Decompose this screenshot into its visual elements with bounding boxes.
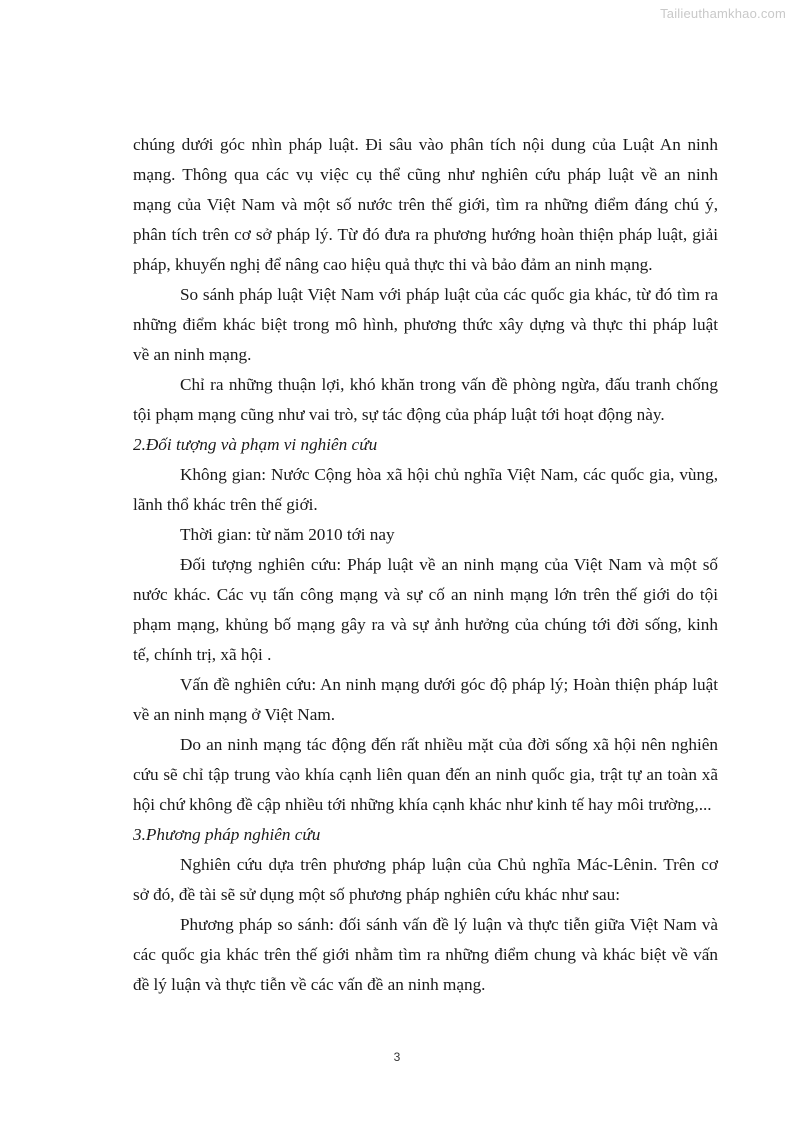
paragraph bbox=[133, 130, 718, 280]
paragraph-line: chúng dưới góc nhìn pháp luật. Đi sâu vào phân tích nội dung của Luật An ninh bbox=[133, 135, 718, 154]
paragraph-line: những điểm khác biệt trong mô hình, phương thức xây dựng và thực thi pháp luật bbox=[133, 315, 718, 334]
paragraph-line: về an ninh mạng ở Việt Nam. bbox=[133, 705, 336, 724]
section-heading: 3.Phương pháp nghiên cứu bbox=[133, 825, 321, 844]
paragraph bbox=[133, 520, 718, 550]
paragraph-line: Thời gian: từ năm 2010 tới nay bbox=[180, 525, 395, 544]
paragraph-line: cứu sẽ chỉ tập trung vào khía cạnh liên quan đến an ninh quốc gia, trật tự an toàn xã bbox=[133, 765, 718, 784]
watermark-text: Tailieuthamkhao.com bbox=[660, 6, 786, 21]
paragraph-line: Do an ninh mạng tác động đến rất nhiều mặt của đời sống xã hội nên nghiên bbox=[180, 735, 718, 754]
paragraph bbox=[133, 460, 718, 520]
paragraph-line: tế, chính trị, xã hội . bbox=[133, 645, 272, 664]
section-heading: 2.Đối tượng và phạm vi nghiên cứu bbox=[133, 435, 378, 454]
paragraph-line: về an ninh mạng. bbox=[133, 345, 252, 364]
paragraph-line: nước khác. Các vụ tấn công mạng và sự cố an ninh mạng lớn trên thế giới do tội bbox=[133, 585, 718, 604]
paragraph-line: So sánh pháp luật Việt Nam với pháp luật của các quốc gia khác, từ đó tìm ra bbox=[180, 285, 718, 304]
document-body bbox=[133, 130, 718, 1000]
paragraph-line: pháp, khuyến nghị để nâng cao hiệu quả thực thi và bảo đảm an ninh mạng. bbox=[133, 255, 653, 274]
paragraph bbox=[133, 280, 718, 370]
paragraph-line: Phương pháp so sánh: đối sánh vấn đề lý luận và thực tiễn giữa Việt Nam và bbox=[180, 915, 718, 934]
paragraph-line: Nghiên cứu dựa trên phương pháp luận của Chủ nghĩa Mác-Lênin. Trên cơ bbox=[180, 855, 718, 874]
paragraph-line: phân tích trên cơ sở pháp lý. Từ đó đưa ra phương hướng hoàn thiện pháp luật, giải bbox=[133, 225, 718, 244]
paragraph bbox=[133, 850, 718, 910]
paragraph bbox=[133, 370, 718, 430]
paragraph-line: Đối tượng nghiên cứu: Pháp luật về an ninh mạng của Việt Nam và một số bbox=[180, 555, 718, 574]
paragraph-line: các quốc gia khác trên thế giới nhằm tìm ra những điểm chung và khác biệt về vấn bbox=[133, 945, 718, 964]
paragraph-line: Chỉ ra những thuận lợi, khó khăn trong vấn đề phòng ngừa, đấu tranh chống bbox=[180, 375, 718, 394]
paragraph-line: Không gian: Nước Cộng hòa xã hội chủ nghĩa Việt Nam, các quốc gia, vùng, bbox=[180, 465, 718, 484]
paragraph-line: mạng của Việt Nam và một số nước trên thế giới, tìm ra những điểm đáng chú ý, bbox=[133, 195, 718, 214]
paragraph bbox=[133, 670, 718, 730]
paragraph-line: đề lý luận và thực tiễn về các vấn đề an ninh mạng. bbox=[133, 975, 486, 994]
paragraph bbox=[133, 910, 718, 1000]
paragraph bbox=[133, 550, 718, 670]
page-number: 3 bbox=[393, 1050, 401, 1064]
paragraph-line: sở đó, đề tài sẽ sử dụng một số phương pháp nghiên cứu khác như sau: bbox=[133, 885, 620, 904]
paragraph-line: mạng. Thông qua các vụ việc cụ thể cũng như nghiên cứu pháp luật về an ninh bbox=[133, 165, 718, 184]
paragraph-line: lãnh thổ khác trên thế giới. bbox=[133, 495, 318, 514]
paragraph-line: hội chứ không đề cập nhiều tới những khía cạnh khác như kinh tế hay môi trường,... bbox=[133, 795, 712, 814]
paragraph bbox=[133, 730, 718, 820]
paragraph-line: phạm mạng, khủng bố mạng gây ra và sự ảnh hưởng của chúng tới đời sống, kinh bbox=[133, 615, 718, 634]
paragraph-line: Vấn đề nghiên cứu: An ninh mạng dưới góc độ pháp lý; Hoàn thiện pháp luật bbox=[180, 675, 718, 694]
paragraph-line: tội phạm mạng cũng như vai trò, sự tác động của pháp luật tới hoạt động này. bbox=[133, 405, 665, 424]
